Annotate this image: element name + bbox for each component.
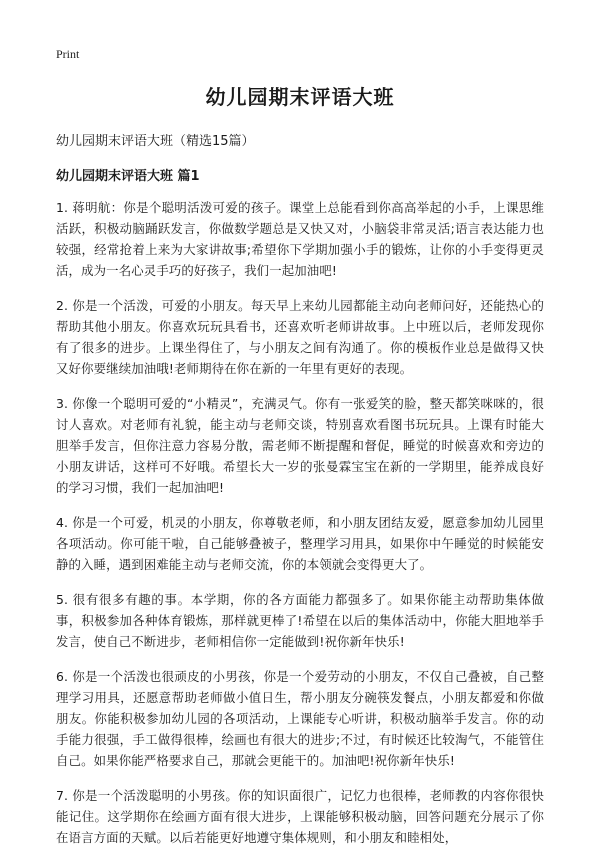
paragraph: 2. 你是一个活泼，可爱的小朋友。每天早上来幼儿园都能主动向老师问好，还能热心的帮助其他小朋友。你喜欢玩玩具看书，还喜欢听老师讲故事。上中班以后，老师发现你有了很多的进步。上课坐得住了，与小朋友之间有沟通了。你的模板作业总是做得又快又好你要继续加油哦!老师期待在你在新的一年里有更好的表现。 bbox=[56, 298, 544, 376]
paragraph: 1. 蒋明航：你是个聪明活泼可爱的孩子。课堂上总能看到你高高举起的小手，上课思维活跃，积极动脑踊跃发言，你做数学题总是又快又对，小脑袋非常灵活;语言表达能力也较强，经常抢着上来为大家讲故事;希望你下学期加强小手的锻炼，让你的小手变得更灵活，成为一名心灵手巧的好孩子，我们一起加油吧! bbox=[56, 200, 544, 278]
document-subtitle: 幼儿园期末评语大班（精选15篇） bbox=[56, 134, 255, 149]
paragraph: 6. 你是一个活泼也很顽皮的小男孩，你是一个爱劳动的小朋友，不仅自己叠被，自己整理学习用具，还愿意帮助老师做小值日生，帮小朋友分碗筷发餐点，小朋友都爱和你做朋友。你能积极参加幼儿园的各项活动，上课能专心听讲，积极动脑举手发言。你的动手能力很强，手工做得很棒，绘画也有很大的进步;不过，有时候还比较淘气，不能管住自己。如果你能严格要求自己，那就会更能干的。加油吧!祝你新年快乐! bbox=[56, 669, 544, 768]
document-title: 幼儿园期末评语大班 bbox=[205, 85, 395, 109]
paragraph: 4. 你是一个可爱，机灵的小朋友，你尊敬老师，和小朋友团结友爱，愿意参加幼儿园里各项活动。你可能干啦，自己能够叠被子，整理学习用具，如果你中午睡觉的时候能安静的入睡，遇到困难能主动与老师交流，你的本领就会变得更大了。 bbox=[56, 515, 544, 572]
print-link[interactable]: Print bbox=[56, 47, 80, 61]
paragraph: 3. 你像一个聪明可爱的“小精灵”，充满灵气。你有一张爱笑的脸，整天都笑咪咪的，很讨人喜欢。对老师有礼貌，能主动与老师交谈，特别喜欢看图书玩玩具。上课有时能大胆举手发言，但你注意力容易分散，需老师不断提醒和督促，睡觉的时候喜欢和旁边的小朋友讲话，这样可不好哦。希望长大一岁的张曼霖宝宝在新的一学期里，能养成良好的学习习惯，我们一起加油吧! bbox=[56, 396, 544, 495]
paragraph: 7. 你是一个活泼聪明的小男孩。你的知识面很广，记忆力也很棒，老师教的内容你很快能记住。这学期你在绘画方面有很大进步，上课能够积极动脑，回答问题充分展示了你在语言方面的天赋。以后若能更好地遵守集体规则，和小朋友和睦相处， bbox=[56, 788, 544, 845]
paragraph: 5. 很有很多有趣的事。本学期，你的各方面能力都强多了。如果你能主动帮助集体做事，积极参加各种体育锻炼，那样就更棒了!希望在以后的集体活动中，你能大胆地举手发言，使自己不断进步，老师相信你一定能做到!祝你新年快乐! bbox=[56, 592, 544, 649]
paragraph-list bbox=[56, 197, 544, 848]
section-heading: 幼儿园期末评语大班 篇1 bbox=[56, 169, 200, 184]
